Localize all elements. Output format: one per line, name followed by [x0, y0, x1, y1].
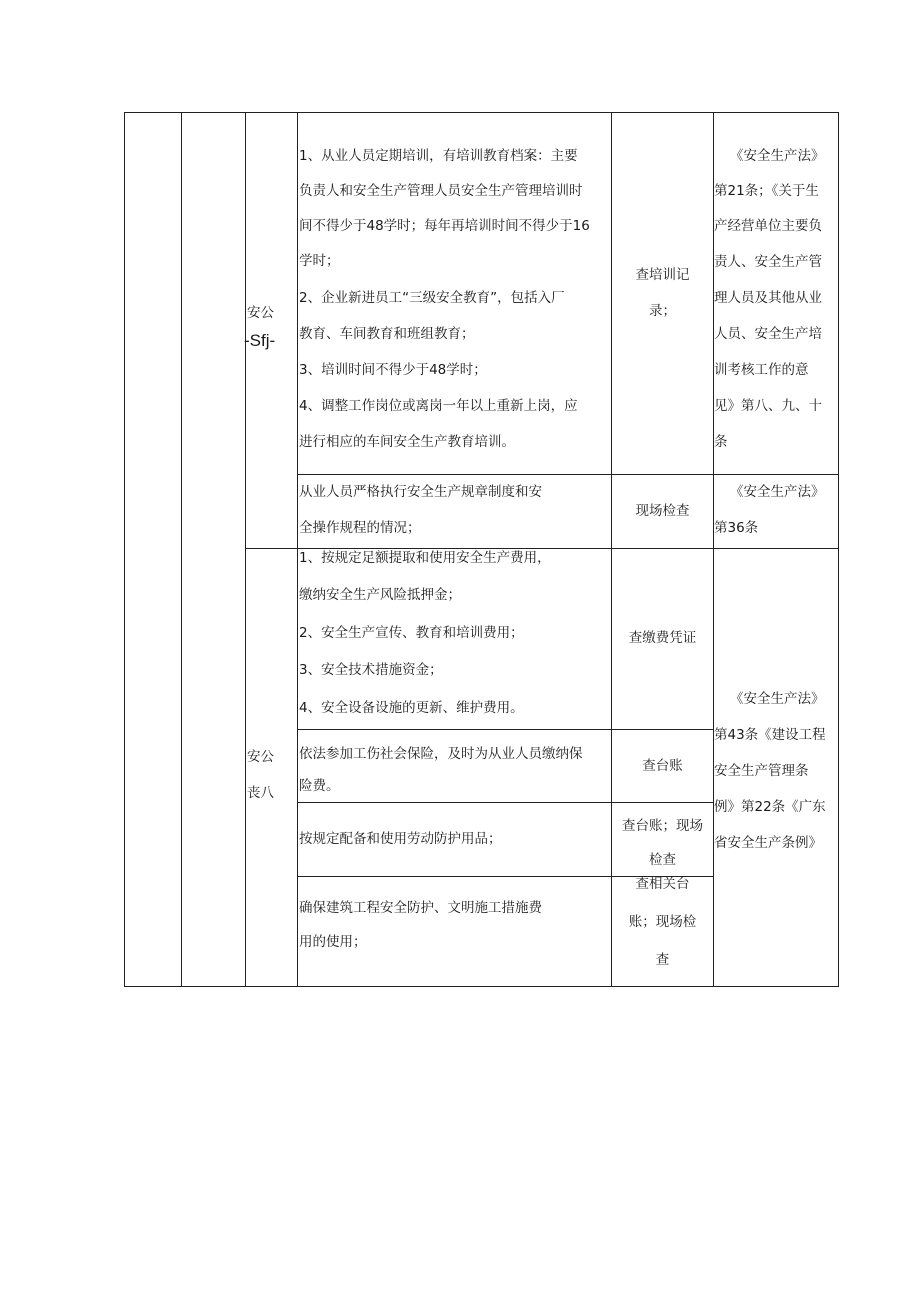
basis-line: 理人员及其他从业 — [714, 290, 822, 306]
method-line: 查 — [655, 952, 670, 968]
category-line: -Sfj- — [244, 331, 276, 350]
basis-line: 第21条；《关于生 — [714, 183, 819, 199]
basis-line: 《安全生产法》 — [730, 691, 825, 707]
requirement-line: 险费。 — [299, 778, 340, 794]
basis-line: 安全生产管理条 — [714, 763, 809, 779]
basis-line: 条 — [714, 434, 728, 450]
requirement-line: 间不得少于48学时；每年再培训时间不得少于16 — [299, 218, 590, 234]
requirement-line: 2、企业新进员工“三级安全教育”，包括入厂 — [299, 290, 565, 306]
basis-line: 人员、安全生产培 — [714, 326, 822, 342]
requirement-line: 进行相应的车间安全生产教育培训。 — [299, 434, 515, 450]
basis-line: 见》第八、九、十 — [714, 398, 822, 414]
requirement-line: 从业人员严格执行安全生产规章制度和安 — [299, 484, 542, 500]
basis-line: 《安全生产法》 — [730, 148, 825, 164]
method-line: 查台账；现场 — [622, 818, 703, 834]
basis-line: 《安全生产法》 — [730, 484, 825, 500]
requirement-line: 教育、车间教育和班组教育； — [299, 326, 475, 342]
method-cell: 现场检查 — [635, 503, 690, 519]
requirement-line: 3、培训时间不得少于48学时； — [299, 362, 487, 378]
method-line: 检查 — [649, 852, 676, 868]
method-line: 账；现场检 — [628, 914, 697, 930]
category-line: 安公 — [247, 749, 274, 765]
basis-line: 产经营单位主要负 — [714, 218, 822, 234]
requirement-line: 用的使用； — [299, 934, 367, 950]
category-line: 丧八 — [247, 785, 274, 801]
category-label-training — [244, 302, 295, 352]
requirement-cell: 按规定配备和使用劳动防护用品； — [299, 831, 502, 847]
method-line: 录； — [649, 303, 676, 319]
basis-line: 责人、安全生产管 — [714, 254, 822, 270]
requirement-line: 负责人和安全生产管理人员安全生产管理培训时 — [299, 183, 583, 199]
method-line: 查相关台 — [635, 876, 690, 892]
method-cell: 查缴费凭证 — [628, 630, 697, 646]
requirement-line: 依法参加工伤社会保险，及时为从业人员缴纳保 — [299, 746, 583, 762]
requirement-line: 1、从业人员定期培训，有培训教育档案：主要 — [299, 148, 578, 164]
basis-line: 省安全生产条例》 — [714, 835, 822, 851]
requirement-line: 确保建筑工程安全防护、文明施工措施费 — [299, 900, 542, 916]
requirement-line: 全操作规程的情况； — [299, 520, 421, 536]
requirement-line: 缴纳安全生产风险抵押金； — [299, 587, 461, 603]
category-label-funds — [247, 739, 295, 811]
basis-line: 第36条 — [714, 520, 759, 536]
method-cell: 查台账 — [642, 758, 683, 774]
requirement-line: 2、安全生产宣传、教育和培训费用； — [299, 625, 524, 641]
requirement-line: 3、安全技术措施资金； — [299, 662, 443, 678]
basis-line: 第43条《建设工程 — [714, 727, 826, 743]
requirement-line: 学时； — [299, 253, 340, 269]
category-line: 安公 — [247, 305, 274, 321]
method-line: 查培训记 — [635, 267, 690, 283]
requirement-line: 4、调整工作岗位或离岗一年以上重新上岗，应 — [299, 398, 578, 414]
basis-line: 训考核工作的意 — [714, 362, 809, 378]
basis-line: 例》第22条《广东 — [714, 799, 826, 815]
requirement-line: 4、安全设备设施的更新、维护费用。 — [299, 700, 524, 716]
requirement-line: 1、按规定足额提取和使用安全生产费用， — [299, 550, 551, 566]
